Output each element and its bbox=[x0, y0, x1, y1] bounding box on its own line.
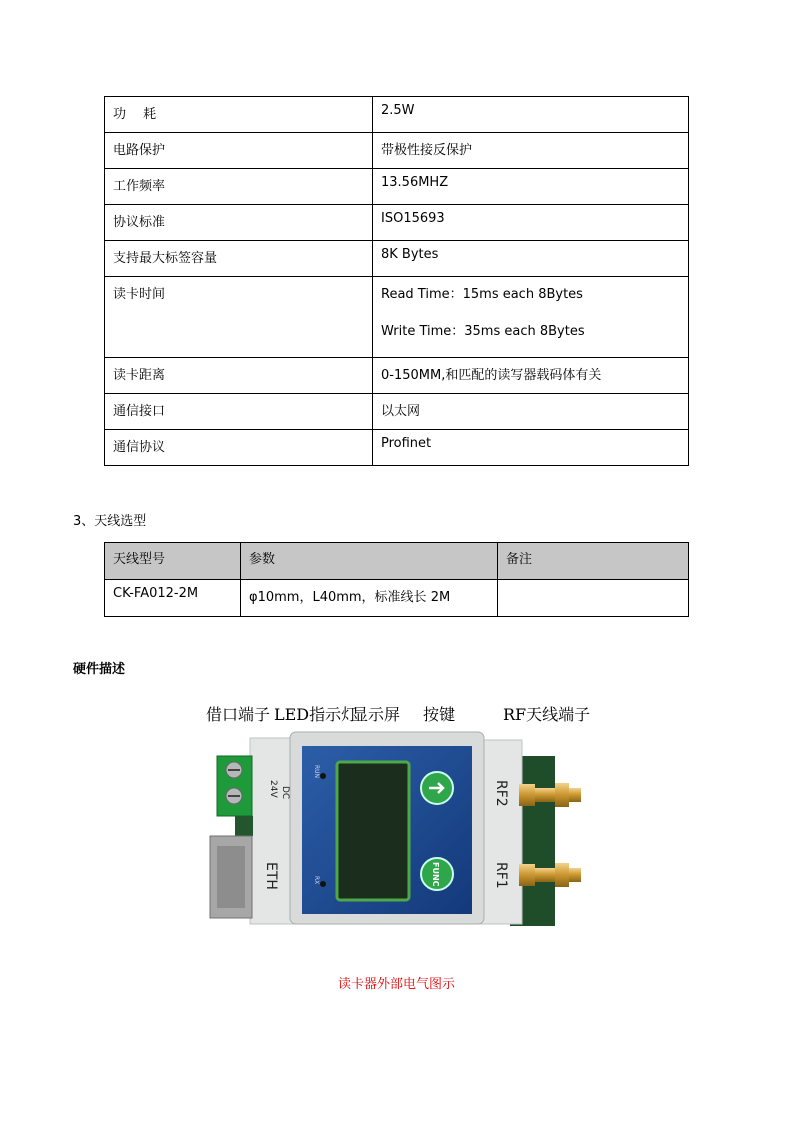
column-header: 备注 bbox=[498, 543, 689, 580]
rf2-label: RF2 bbox=[493, 780, 509, 807]
antenna-params: φ10mm，L40mm，标准线长 2M bbox=[241, 580, 498, 617]
spec-value: 13.56MHZ bbox=[373, 169, 689, 205]
table-row bbox=[105, 580, 689, 617]
antenna-note bbox=[498, 580, 689, 617]
spec-label: 读卡时间 bbox=[105, 277, 373, 358]
display-label: 显示屏 bbox=[352, 705, 401, 724]
hardware-section-heading: 硬件描述 bbox=[73, 662, 126, 677]
write-time-value: Write Time：35ms each 8Bytes bbox=[381, 324, 585, 339]
dc-label: DC bbox=[280, 786, 290, 800]
antenna-section-heading: 3、天线选型 bbox=[73, 514, 147, 529]
spec-value bbox=[373, 277, 689, 358]
spec-value: 0-150MM,和匹配的读写器载码体有关 bbox=[373, 358, 689, 394]
spec-label: 通信接口 bbox=[105, 394, 373, 430]
led-label: LED指示灯 bbox=[274, 705, 358, 724]
spec-label: 工作频率 bbox=[105, 169, 373, 205]
spec-label: 协议标准 bbox=[105, 205, 373, 241]
spec-value: Profinet bbox=[373, 430, 689, 466]
table-row bbox=[105, 205, 689, 241]
read-time-value: Read Time：15ms each 8Bytes bbox=[381, 287, 583, 302]
table-row bbox=[105, 241, 689, 277]
spec-label: 功 耗 bbox=[105, 97, 373, 133]
antenna-model: CK-FA012-2M bbox=[105, 580, 241, 617]
column-header: 天线型号 bbox=[105, 543, 241, 580]
table-row bbox=[105, 394, 689, 430]
table-row bbox=[105, 430, 689, 466]
spec-value: 带极性接反保护 bbox=[373, 133, 689, 169]
column-header: 参数 bbox=[241, 543, 498, 580]
table-row bbox=[105, 277, 689, 358]
func-label: FUNC bbox=[431, 862, 440, 887]
spec-label: 读卡距离 bbox=[105, 358, 373, 394]
spec-value: 2.5W bbox=[373, 97, 689, 133]
housing-right bbox=[480, 740, 522, 924]
eth-label: ETH bbox=[263, 862, 279, 890]
power-terminal-label: 借口端子 bbox=[206, 705, 271, 724]
rf1-label: RF1 bbox=[493, 862, 509, 889]
spec-label: 电路保护 bbox=[105, 133, 373, 169]
rf-terminal-label: RF天线端子 bbox=[503, 705, 591, 724]
housing-left bbox=[250, 738, 295, 924]
spec-value: 以太网 bbox=[373, 394, 689, 430]
device-photo bbox=[205, 728, 590, 928]
table-row bbox=[105, 169, 689, 205]
table-row bbox=[105, 97, 689, 133]
spec-label: 支持最大标签容量 bbox=[105, 241, 373, 277]
rx-label: RX bbox=[313, 876, 320, 885]
antenna-table bbox=[104, 542, 689, 617]
table-row bbox=[105, 133, 689, 169]
figure-caption: 读卡器外部电气图示 bbox=[337, 977, 455, 992]
table-header-row bbox=[105, 543, 689, 580]
run-label: RUN bbox=[313, 765, 320, 779]
spec-label: 通信协议 bbox=[105, 430, 373, 466]
table-row bbox=[105, 358, 689, 394]
spec-table bbox=[104, 96, 689, 466]
spec-value: 8K Bytes bbox=[373, 241, 689, 277]
spec-value: ISO15693 bbox=[373, 205, 689, 241]
lcd-screen bbox=[337, 762, 409, 900]
keys-label: 按键 bbox=[423, 705, 456, 724]
voltage-label: 24V bbox=[268, 780, 278, 798]
